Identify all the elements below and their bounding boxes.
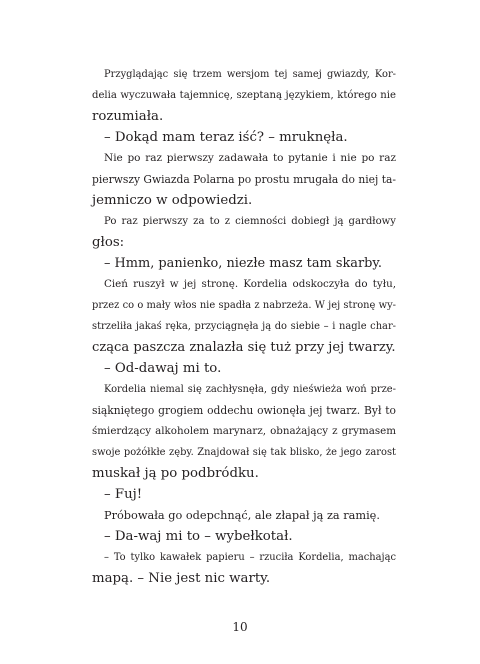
text-line: swoje pożółkłe zęby. Znajdował się tak blisko, że jego zarost: [92, 447, 396, 458]
text-line: strzeliła jakaś ręka, przyciągnęła ją do siebie – i nagle char-: [92, 321, 396, 332]
text-line: – Fuj!: [104, 487, 143, 502]
text-line: – Dokąd mam teraz iść? – mruknęła.: [104, 130, 348, 145]
text-line: głos:: [92, 235, 125, 250]
text-line: Kordelia niemal się zachłysnęła, gdy nieświeża woń prze-: [104, 384, 396, 395]
text-line: Przyglądając się trzem wersjom tej samej gwiazdy, Kor-: [104, 69, 396, 80]
text-line: Nie po raz pierwszy zadawała to pytanie i nie po raz: [104, 152, 396, 164]
text-line: – Da-waj mi to – wybełkotał.: [104, 529, 293, 544]
text-line: przez co o mały włos nie spadła z nabrzeża. W jej stronę wy-: [92, 300, 396, 311]
text-line: rozumiała.: [92, 109, 164, 124]
text-line: siąkniętego grogiem oddechu owionęła jej twarz. Był to: [92, 404, 396, 417]
text-line: cząca paszcza znalazła się tuż przy jej twarzy.: [92, 340, 396, 355]
body-text: [92, 64, 396, 589]
text-line: – To tylko kawałek papieru – rzuciła Kordelia, machając: [104, 552, 396, 563]
text-line: jemniczo w odpowiedzi.: [92, 193, 253, 208]
text-line: – Od-dawaj mi to.: [104, 361, 222, 376]
text-line: mapą. – Nie jest nic warty.: [92, 571, 271, 586]
text-line: Próbowała go odepchnąć, ale złapał ją za ramię.: [104, 509, 380, 522]
text-line: Cień ruszył w jej stronę. Kordelia odskoczyła do tyłu,: [104, 278, 396, 290]
text-line: pierwszy Gwiazda Polarna po prostu mrugała do niej ta-: [92, 173, 396, 186]
text-line: śmierdzący alkoholem marynarz, obnażający z grymasem: [92, 425, 396, 437]
text-line: delia wyczuwała tajemnicę, szeptaną językiem, którego nie: [92, 90, 396, 101]
text-line: Po raz pierwszy za to z ciemności dobiegł ją gardłowy: [104, 216, 396, 227]
page-number: 10: [232, 620, 248, 634]
text-line: muskał ją po podbródku.: [92, 466, 259, 481]
text-line: – Hmm, panienko, niezłe masz tam skarby.: [104, 256, 383, 271]
